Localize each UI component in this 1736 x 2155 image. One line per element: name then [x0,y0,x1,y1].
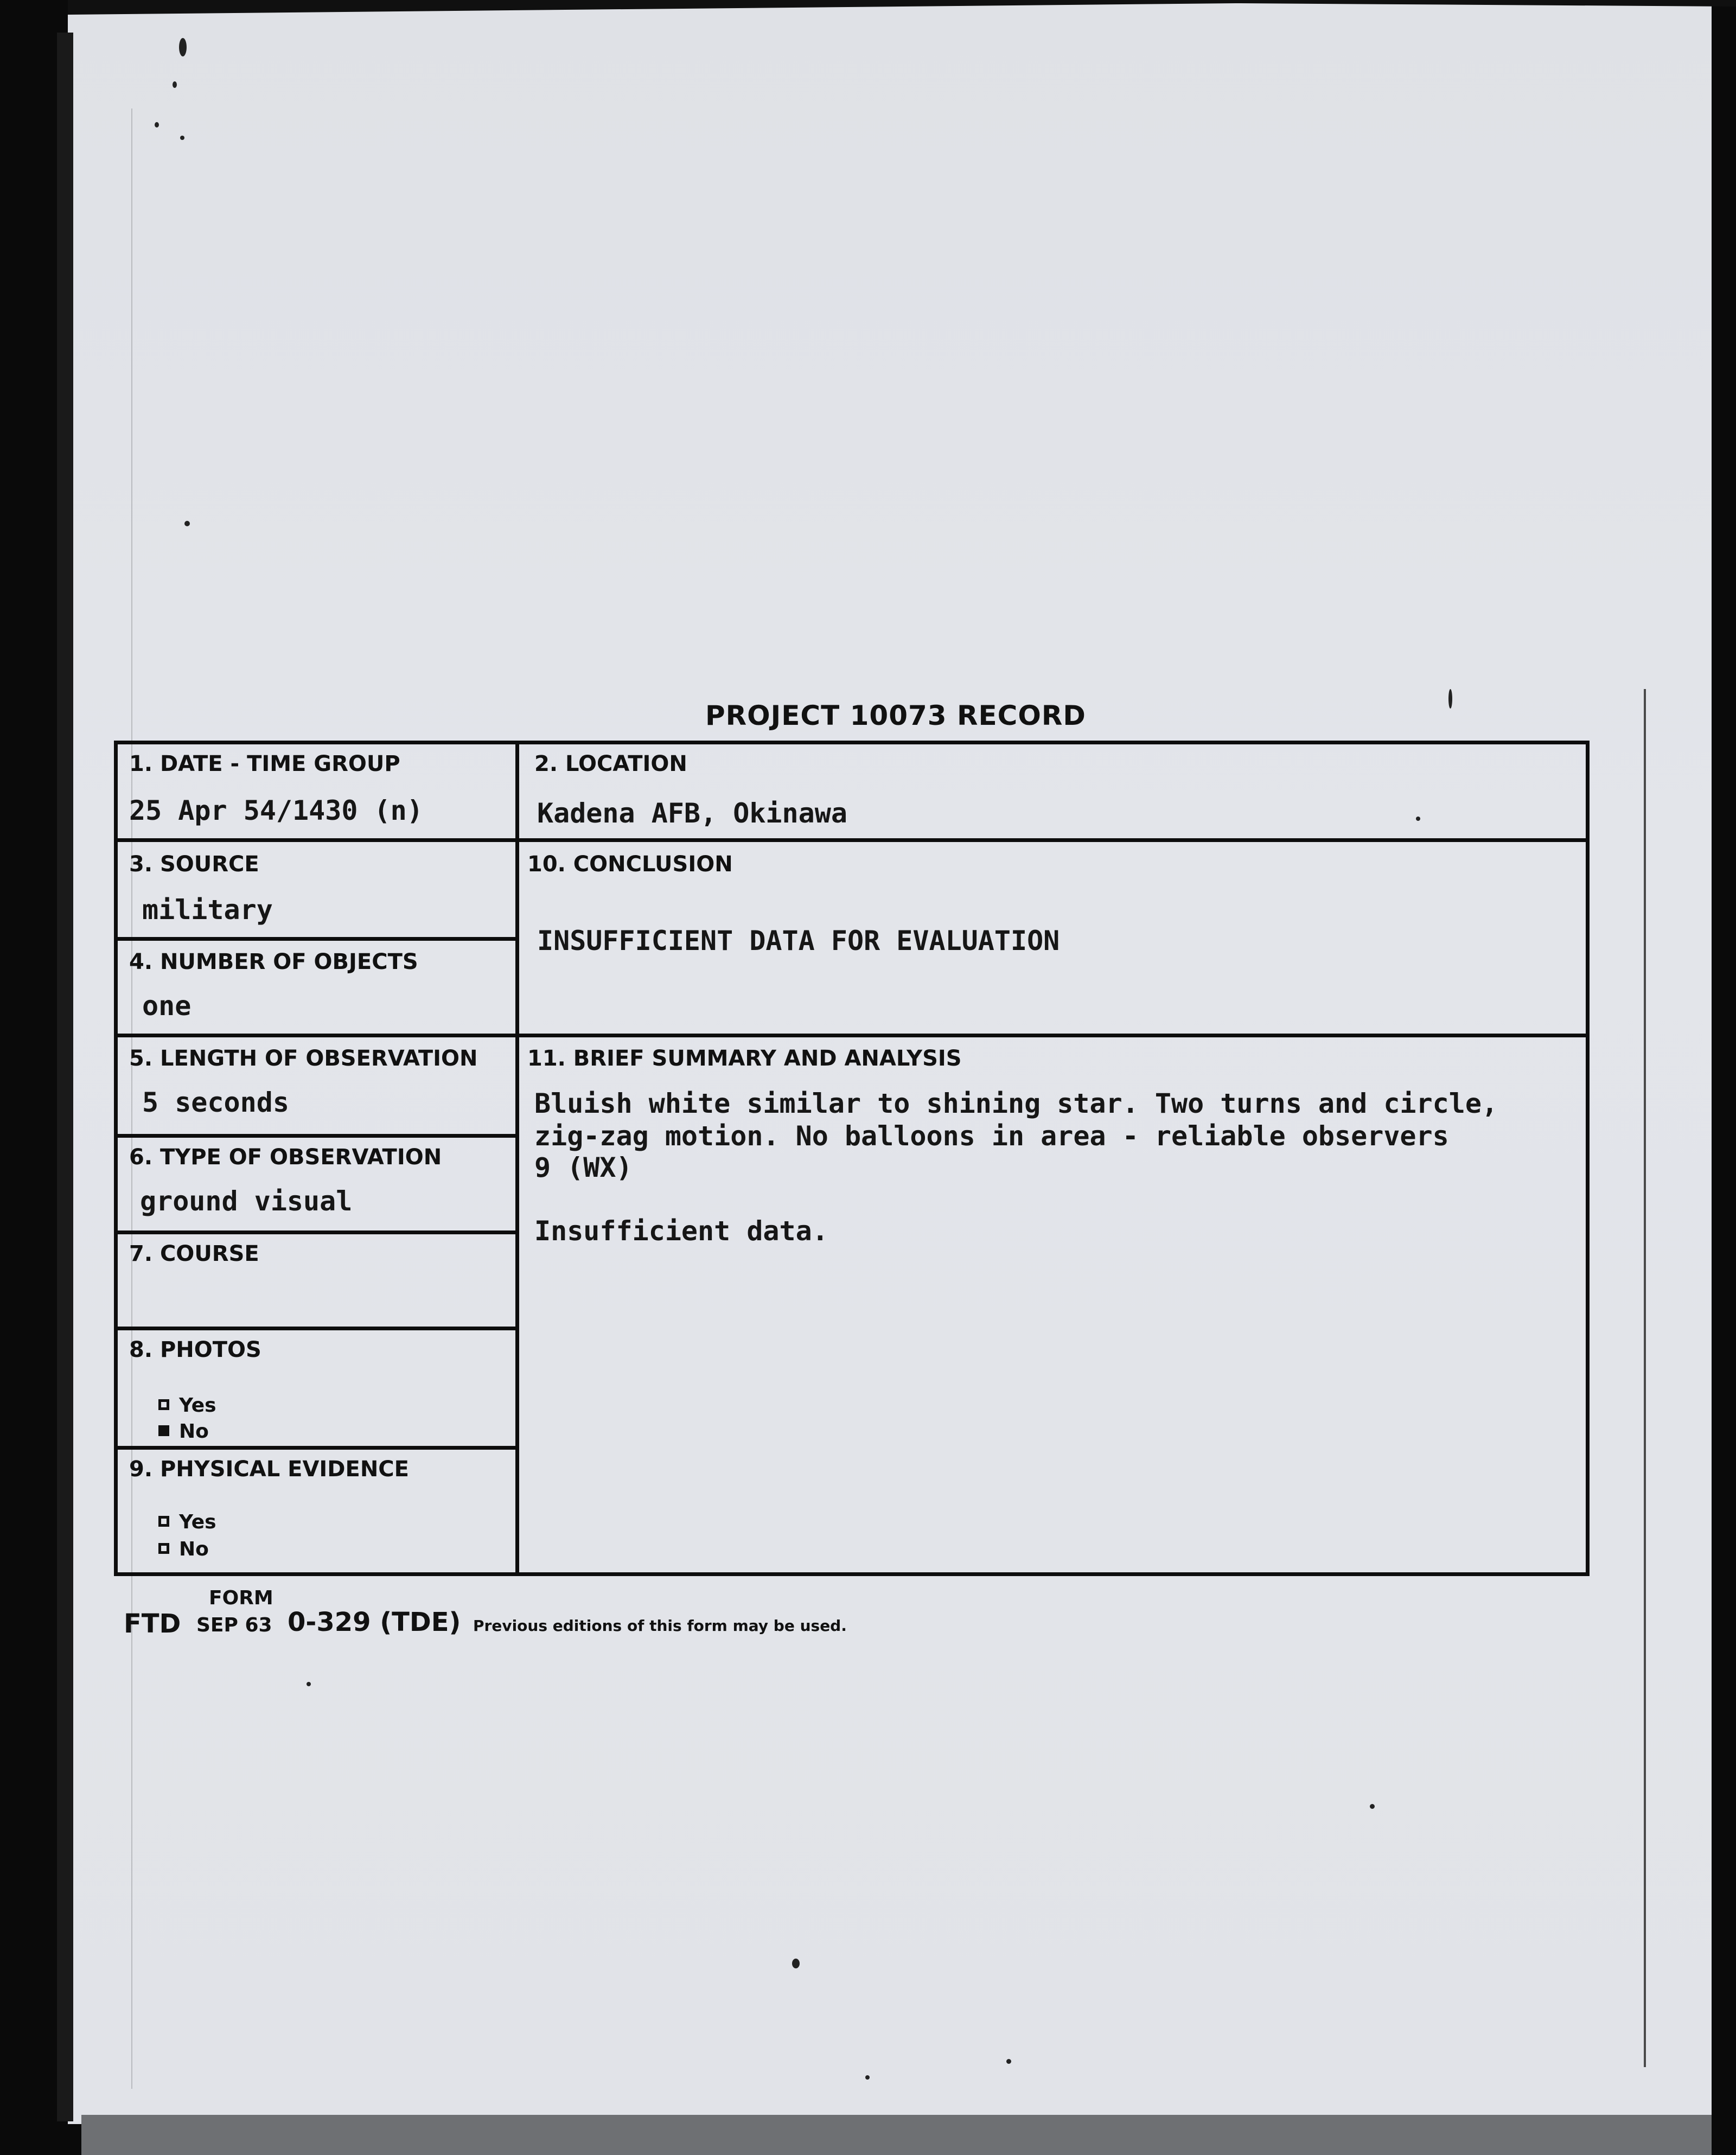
summary-line-2: zig-zag motion. No balloons in area - reliable observers [534,1120,1449,1152]
row-divider [114,1446,518,1450]
conclusion-value: INSUFFICIENT DATA FOR EVALUATION [537,925,1060,957]
footer-note: Previous editions of this form may be used. [473,1617,847,1635]
scan-speck [179,38,187,56]
scan-speck [184,521,190,526]
row-divider [114,1327,518,1330]
row-divider [114,1034,1590,1037]
checkbox-icon [158,1543,169,1554]
scan-speck [307,1682,311,1686]
source-label: 3. SOURCE [129,852,259,877]
date-time-value: 25 Apr 54/1430 (n) [129,795,423,826]
scan-speck [792,1959,800,1968]
location-value: Kadena AFB, Okinawa [537,798,847,829]
photos-no-label: No [179,1420,209,1443]
footer-form-number: 0-329 (TDE) [288,1607,461,1637]
physical-evidence-no-label: No [179,1538,209,1560]
row-divider [114,1230,518,1234]
length-of-observation-label: 5. LENGTH OF OBSERVATION [129,1046,478,1071]
summary-line-1: Bluish white similar to shining star. Two turns and circle, [534,1088,1498,1119]
type-of-observation-value: ground visual [140,1185,353,1217]
scan-speck [173,81,177,88]
date-time-label: 1. DATE - TIME GROUP [129,751,400,776]
form-title: PROJECT 10073 RECORD [705,700,1086,731]
physical-evidence-label: 9. PHYSICAL EVIDENCE [129,1457,409,1482]
checkbox-icon [158,1399,169,1410]
scan-bottom-strip [81,2115,1712,2155]
source-value: military [142,894,273,926]
paper-right-edge-line [1644,689,1646,2067]
row-divider [114,1134,518,1138]
checkbox-icon [158,1516,169,1527]
photos-option-yes [158,1394,216,1417]
scan-speck [865,2075,870,2080]
number-of-objects-value: one [142,990,192,1022]
row-divider [114,838,1590,842]
footer-org: FTD [124,1609,181,1639]
course-label: 7. COURSE [129,1241,259,1266]
photos-label: 8. PHOTOS [129,1337,261,1362]
scan-speck [1006,2059,1011,2064]
footer-form-word: FORM [209,1587,273,1609]
photos-yes-label: Yes [179,1394,216,1417]
column-divider [515,741,519,1576]
scan-speck [1370,1804,1375,1809]
number-of-objects-label: 4. NUMBER OF OBJECTS [129,949,418,974]
location-label: 2. LOCATION [534,751,687,776]
checked-checkbox-icon [158,1425,169,1436]
scan-left-shadow [57,33,73,2121]
scan-speck [180,136,184,140]
length-of-observation-value: 5 seconds [142,1087,289,1118]
physical-evidence-yes-label: Yes [179,1511,216,1533]
scan-speck [1448,689,1452,709]
footer-date-code: SEP 63 [196,1614,272,1636]
photos-option-no [158,1420,209,1443]
physical-evidence-option-no [158,1538,209,1560]
summary-closing: Insufficient data. [534,1215,828,1247]
scan-speck [155,122,159,127]
physical-evidence-option-yes [158,1511,216,1533]
type-of-observation-label: 6. TYPE OF OBSERVATION [129,1145,442,1170]
conclusion-label: 10. CONCLUSION [527,852,733,877]
summary-line-3: 9 (WX) [534,1152,633,1183]
row-divider [114,937,518,941]
summary-label: 11. BRIEF SUMMARY AND ANALYSIS [527,1046,962,1071]
